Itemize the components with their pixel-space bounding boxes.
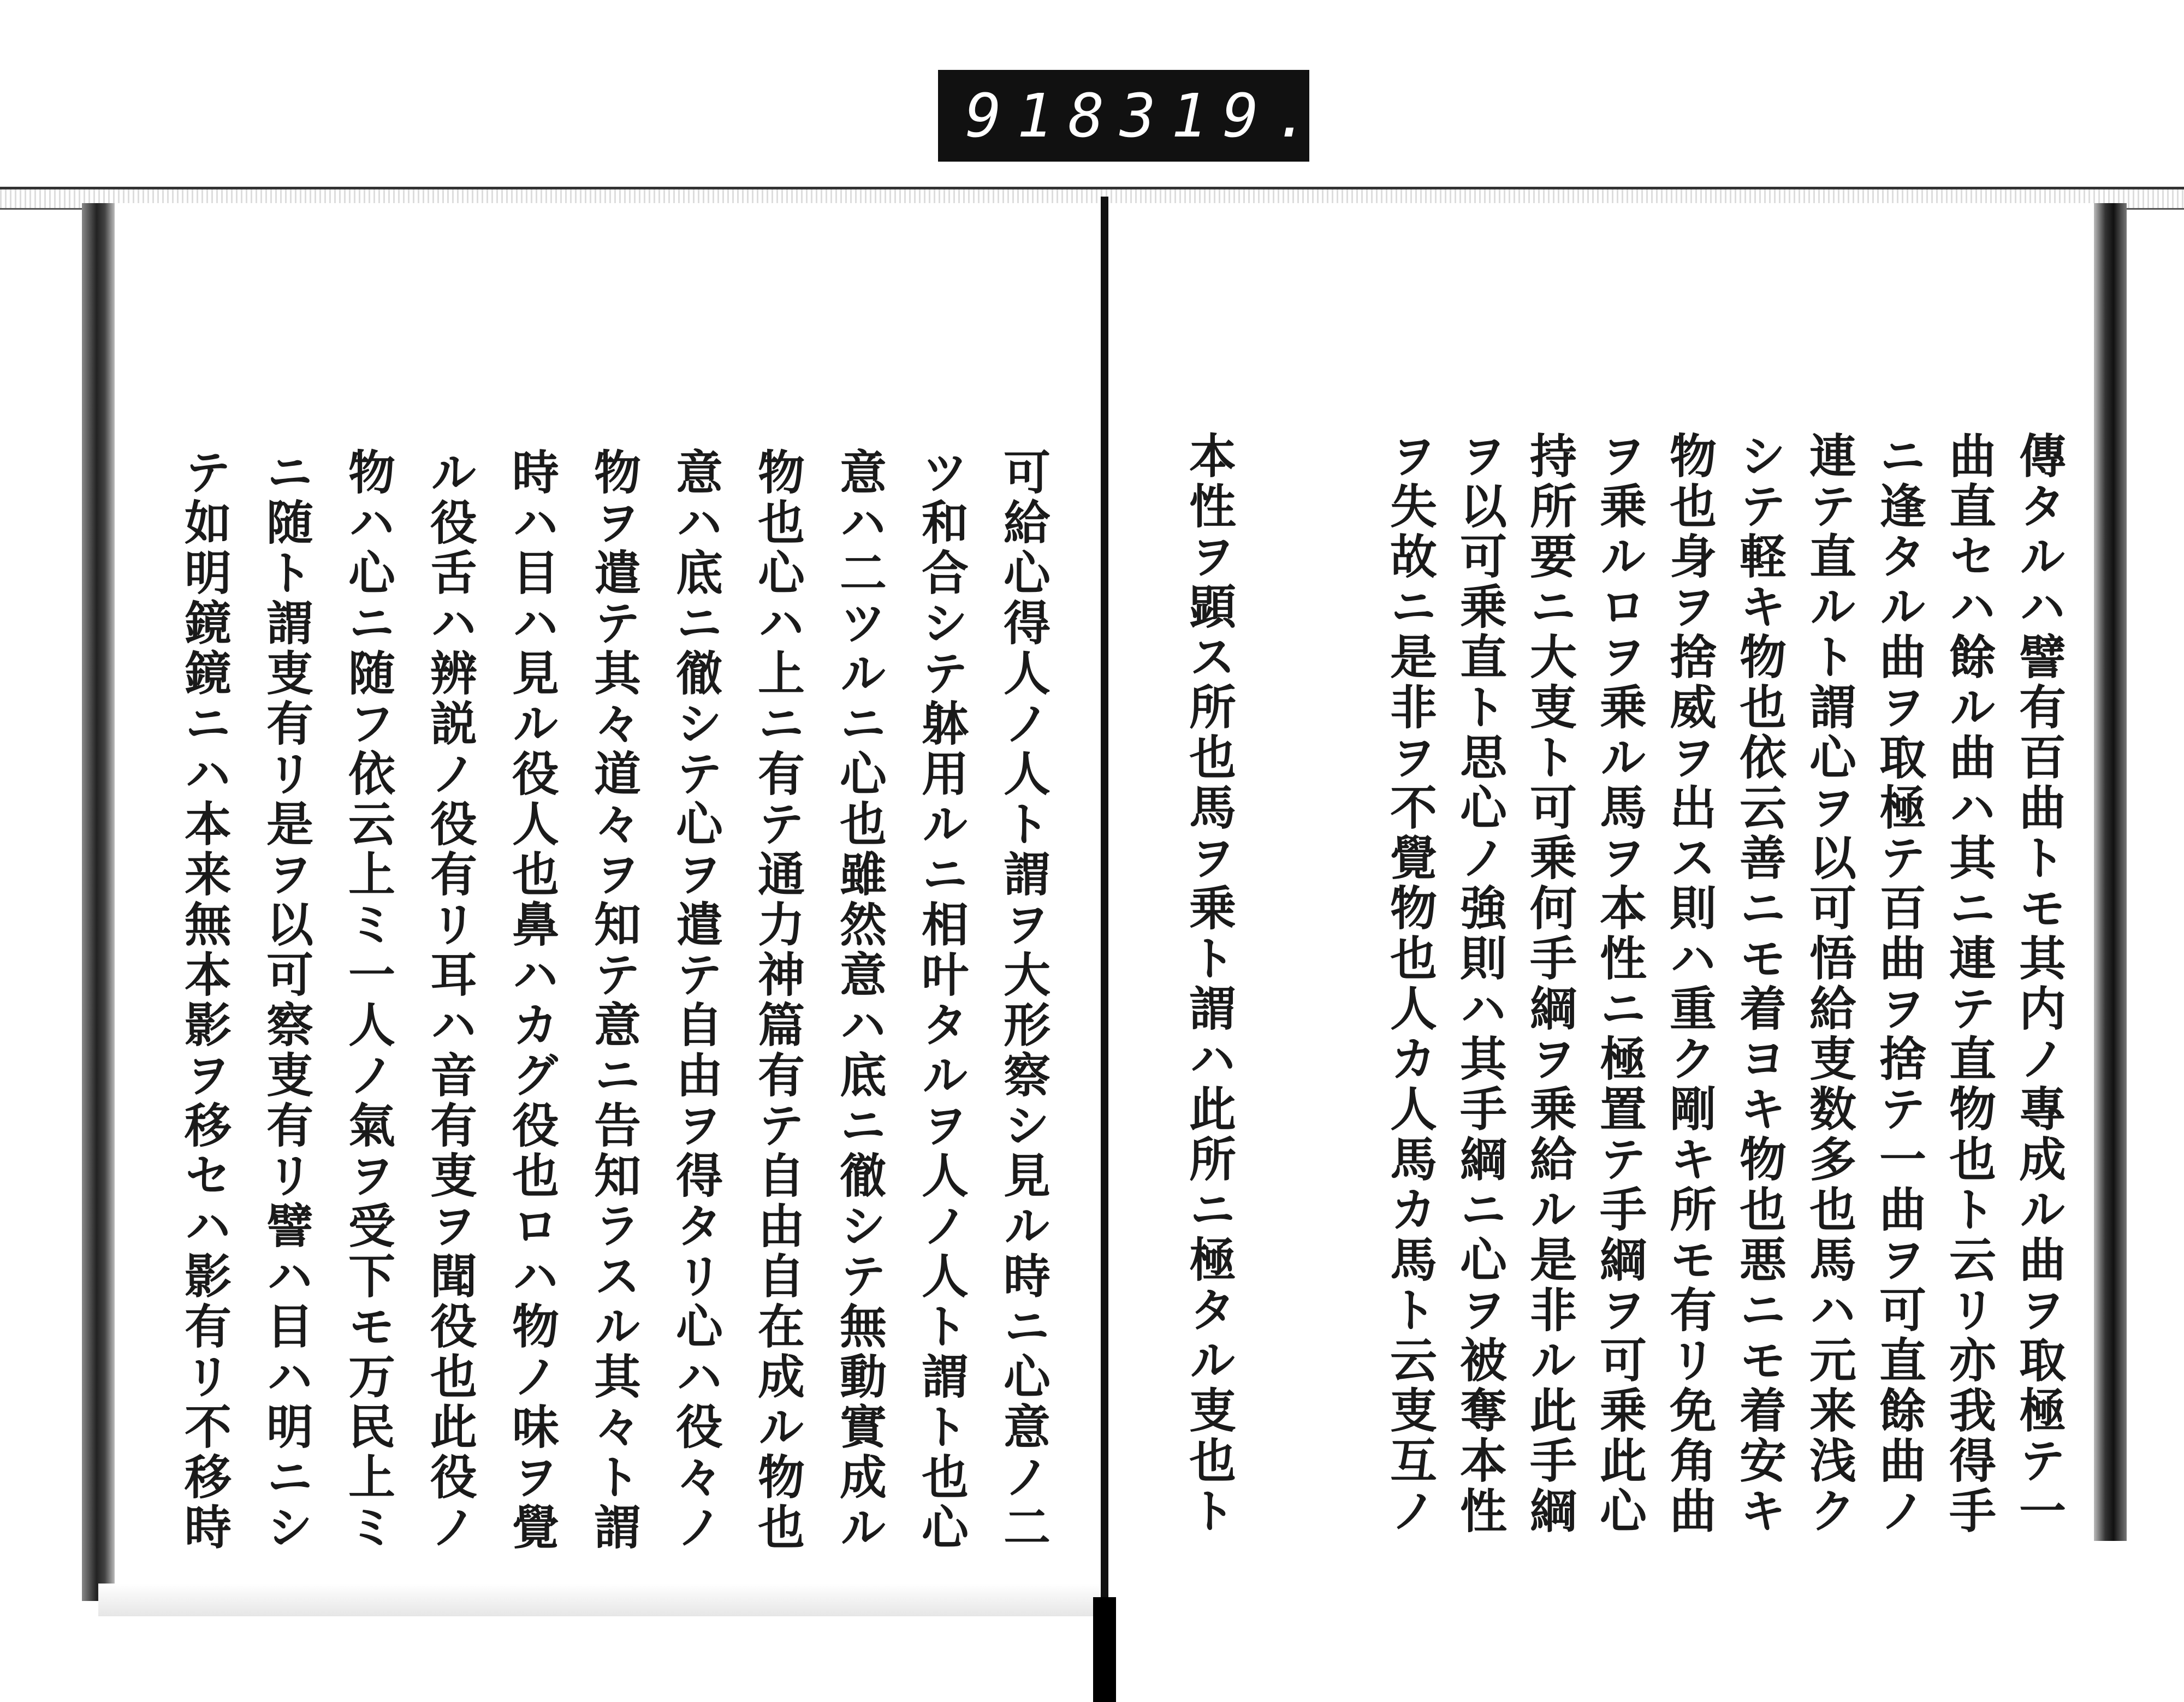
right-page-column-11: 本性ヲ顕ス所也馬ヲ乗ト謂ハ此所ニ極タル叓也ト [1181, 431, 1236, 1537]
right-page-column-3: ニ逢タル曲ヲ取極テ百曲ヲ捨テ一曲ヲ可直餘曲ノ [1871, 431, 1926, 1537]
right-page-column-6: 物也身ヲ捨威ヲ出ス則ハ重ク剛キ所モ有リ免角曲 [1661, 431, 1717, 1537]
left-page-column-11: テ如明鏡鏡ニハ本来無本影ヲ移セハ影有リ不移時 [176, 448, 232, 1553]
left-page-column-8: ル役舌ハ辨説ノ役有リ耳ハ音有叓ヲ聞役也此役ノ [422, 448, 477, 1553]
frame-number-left: 918 [965, 81, 1120, 151]
left-page-column-6: 物ヲ遣テ其々道々ヲ知テ意ニ告知ラスル其々ト謂 [586, 448, 641, 1553]
right-page-column-4: 連テ直ルト謂心ヲ以可悟給叓数多也馬ハ元来浅ク [1801, 431, 1856, 1537]
right-page-column-8: 持所要ニ大叓ト可乗何手綱ヲ乗給ル是非ル此手綱 [1522, 431, 1577, 1537]
left-page-column-7: 時ハ目ハ見ル役人也鼻ハカグ役也ロハ物ノ味ヲ覺 [504, 448, 559, 1553]
left-page-column-4: 物也心ハ上ニ有テ通力神篇有テ自由自在成ル物也 [750, 448, 805, 1553]
left-page-edge [82, 203, 115, 1601]
left-page-column-10: ニ随ト謂叓有リ是ヲ以可察叓有リ譬ハ目ハ明ニシ [258, 448, 313, 1553]
left-page-column-3: 意ハ二ツルニ心也雖然意ハ底ニ徹シテ無動實成ル [832, 448, 887, 1553]
right-page-column-10: ヲ失故ニ是非ヲ不覺物也人カ人馬カ馬ト云叓互ノ [1382, 431, 1437, 1537]
frame-number-label [938, 70, 1326, 162]
right-page-column-5: シテ軽キ物也依云善ニモ着ヨキ物也悪ニモ着安キ [1731, 431, 1787, 1537]
left-page-column-9: 物ハ心ニ随フ依云上ミ一人ノ氣ヲ受下モ万民上ミ [340, 448, 395, 1553]
binding-clip [1093, 1597, 1116, 1702]
right-page-column-2: 曲直セハ餘ル曲ハ其ニ連テ直物也ト云リ亦我得手 [1941, 431, 1996, 1537]
right-page-column-1: 傳タルハ譬有百曲トモ其内ノ專成ル曲ヲ取極テ一 [2011, 431, 2066, 1537]
right-page-edge [2094, 203, 2127, 1541]
left-page-bottom-shade [98, 1584, 1103, 1616]
book-gutter [1101, 197, 1108, 1702]
left-page-column-5: 意ハ底ニ徹シテ心ヲ遣テ自由ヲ得タリ心ハ役々ノ [668, 448, 723, 1553]
frame-number-right: 319. [1119, 81, 1326, 151]
right-page-column-7: ヲ乗ルロヲ乗ル馬ヲ本性ニ極置テ手綱ヲ可乗此心 [1592, 431, 1647, 1537]
right-page-column-9: ヲ以可乗直ト思心ノ強則ハ其手綱ニ心ヲ被奪本性 [1452, 431, 1507, 1537]
left-page-column-2: ツ和合シテ躰用ルニ相叶タルヲ人ノ人ト謂ト也心 [913, 448, 969, 1553]
left-page-column-1: 可給心得人ノ人ト謂ヲ大形察シ見ル時ニ心意ノ二 [995, 448, 1051, 1553]
